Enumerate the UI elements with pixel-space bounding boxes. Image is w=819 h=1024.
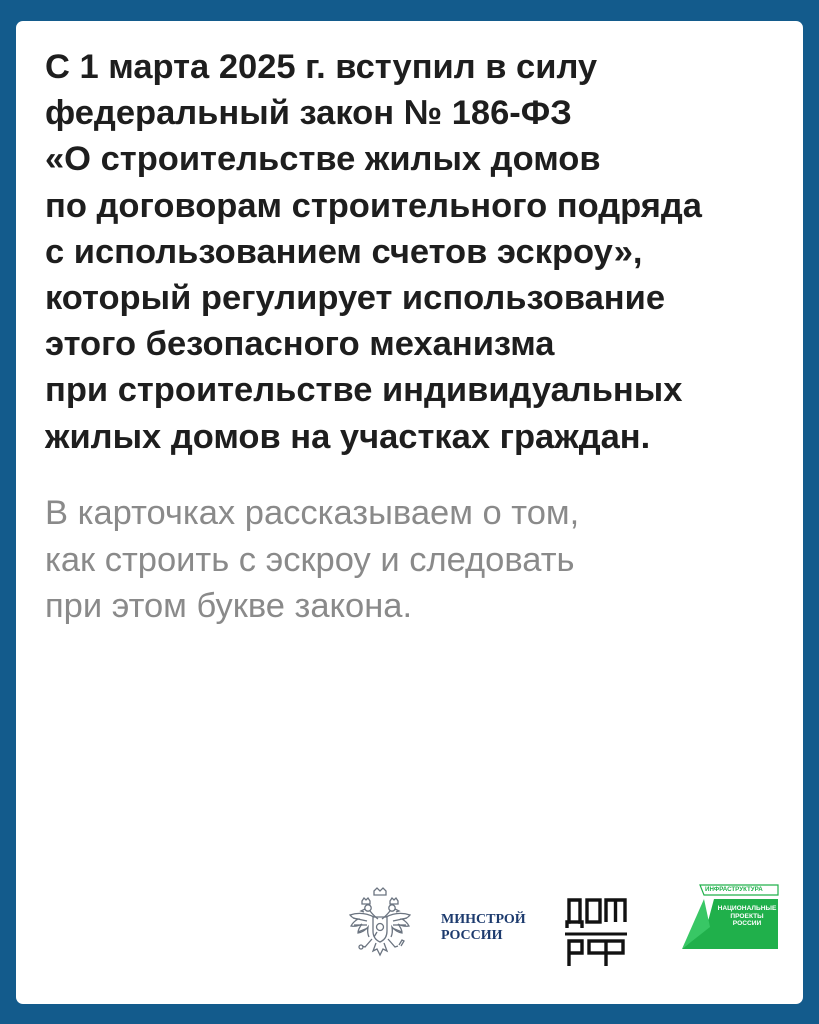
national-projects-logo — [680, 883, 780, 961]
national-projects-line: РОССИИ — [732, 920, 762, 928]
main-text-line: «О строительстве жилых домов — [45, 140, 601, 179]
main-text-line: по договорам строительного подряда — [45, 186, 702, 225]
main-text-line: федеральный закон № 186-ФЗ — [45, 94, 572, 133]
minstroy-logo — [344, 885, 544, 965]
secondary-text — [45, 490, 785, 630]
national-projects-line: ПРОЕКТЫ — [730, 912, 764, 920]
sub-text-line: при этом букве закона. — [45, 587, 413, 625]
main-announcement-text — [45, 44, 785, 460]
main-text-line: при строительстве индивидуальных — [45, 371, 683, 410]
minstroy-line: РОССИИ — [441, 928, 503, 943]
domrf-logo — [563, 894, 629, 970]
sub-text-line: В карточках рассказываем о том, — [45, 494, 580, 532]
national-projects-category: ИНФРАСТРУКТУРА — [705, 886, 763, 893]
minstroy-line: МИНСТРОЙ — [441, 912, 526, 927]
main-text-line: С 1 марта 2025 г. вступил в силу — [45, 48, 598, 86]
dom-rf-logo-icon — [563, 894, 629, 970]
minstroy-wordmark — [441, 912, 526, 944]
double-headed-eagle-emblem-icon — [344, 885, 416, 965]
national-projects-wordmark — [716, 905, 778, 928]
main-text-line: с использованием счетов эскроу», — [45, 232, 643, 271]
sub-text-line: как строить с эскроу и следовать — [45, 540, 575, 579]
main-text-line: который регулирует использование — [45, 279, 666, 318]
main-text-line: этого безопасного механизма — [45, 325, 555, 364]
main-text-line: жилых домов на участках граждан. — [45, 417, 651, 456]
national-projects-line: НАЦИОНАЛЬНЫЕ — [717, 905, 777, 912]
